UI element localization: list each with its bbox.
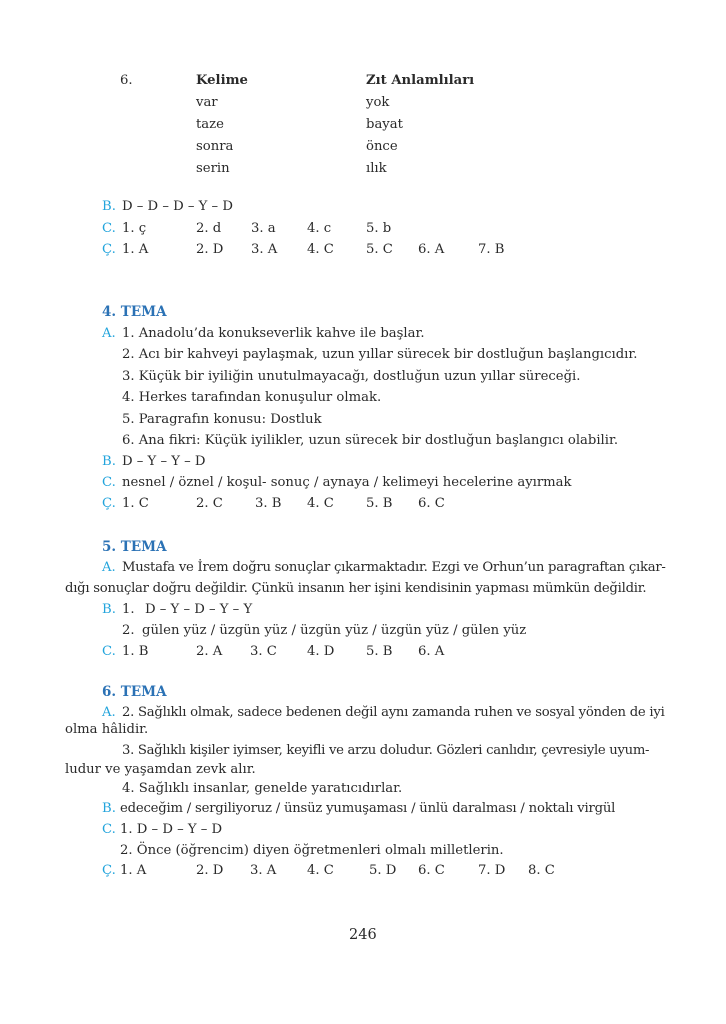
answer-item xyxy=(0,842,726,860)
answer: 1. B xyxy=(122,644,149,659)
table-row xyxy=(0,160,726,178)
answer: 6. A xyxy=(418,242,445,257)
answer: 7. B xyxy=(478,242,505,257)
answer-label: C. xyxy=(102,644,116,659)
answer-text: gülen yüz / üzgün yüz / üzgün yüz / üzgün yüz / gülen yüz xyxy=(142,623,527,638)
word-cell: taze xyxy=(196,117,224,132)
answer-item xyxy=(0,432,726,450)
answer-text: 2. Sağlıklı olmak, sadece bedenen değil aynı zamanda ruhen ve sosyal yönden de iyi xyxy=(122,705,665,720)
antonym-cell: bayat xyxy=(366,117,403,132)
answer-item xyxy=(0,742,726,760)
answer-item xyxy=(0,346,726,364)
table-row xyxy=(0,94,726,112)
answer-row-b xyxy=(0,800,726,818)
answer: 4. C xyxy=(307,863,334,878)
answer-row-cc xyxy=(0,241,726,259)
word-cell: var xyxy=(196,95,218,110)
answer: 1. ç xyxy=(122,221,147,236)
answer-item xyxy=(0,622,726,640)
footer xyxy=(0,926,726,944)
answer: 2. d xyxy=(196,221,222,236)
answer: 3. a xyxy=(251,221,276,236)
answer: 4. C xyxy=(307,496,334,511)
answer-row-c xyxy=(0,220,726,238)
answer: 8. C xyxy=(528,863,555,878)
antonym-cell: ılık xyxy=(366,161,387,176)
answer-label: A. xyxy=(102,326,116,341)
answer-text: 1. Anadolu’da konukseverlik kahve ile başlar. xyxy=(122,326,425,341)
answer: 3. A xyxy=(251,242,278,257)
table-header-row xyxy=(0,72,726,90)
answer-item xyxy=(0,368,726,386)
answer-text: 2. Acı bir kahveyi paylaşmak, uzun yıllar sürecek bir dostluğun başlangıcıdır. xyxy=(122,347,638,362)
answer-continuation xyxy=(0,761,726,779)
answer-label: B. xyxy=(102,801,116,816)
section-heading: 5. TEMA xyxy=(102,539,167,555)
answer-continuation xyxy=(0,721,726,739)
column-header-antonym: Zıt Anlamlıları xyxy=(366,73,475,88)
answer-text: dığı sonuçlar doğru değildir. Çünkü insanın her işini kendisinin yapması mümkün değildir. xyxy=(65,581,647,596)
answer-label: Ç. xyxy=(102,863,116,878)
answer: 2. A xyxy=(196,644,223,659)
answer-row-a xyxy=(0,325,726,343)
answer: 1. C xyxy=(122,496,149,511)
question-number: 6. xyxy=(120,73,133,88)
table-row xyxy=(0,116,726,134)
answer-text: 3. Sağlıklı kişiler iyimser, keyifli ve arzu doludur. Gözleri canlıdır, çevresiyle uyum- xyxy=(122,743,650,758)
answer: 6. C xyxy=(418,496,445,511)
item-number: 2. xyxy=(122,623,135,638)
answer-text: D – D – D – Y – D xyxy=(122,199,233,214)
answer: 5. D xyxy=(369,863,397,878)
answer: 3. A xyxy=(250,863,277,878)
answer-text: 4. Herkes tarafından konuşulur olmak. xyxy=(122,390,382,405)
answer: 1. A xyxy=(122,242,149,257)
answer-row-cc xyxy=(0,862,726,880)
answer: 3. B xyxy=(255,496,282,511)
column-header-word: Kelime xyxy=(196,73,248,88)
answer: 2. D xyxy=(196,863,224,878)
answer-row-c xyxy=(0,821,726,839)
answer-label: Ç. xyxy=(102,496,116,511)
answer-label: A. xyxy=(102,560,116,575)
antonym-cell: önce xyxy=(366,139,398,154)
answer-row-b xyxy=(0,601,726,619)
answer-row-b xyxy=(0,453,726,471)
answer-label: B. xyxy=(102,602,116,617)
answer-item xyxy=(0,780,726,798)
answer-item xyxy=(0,389,726,407)
answer-label: C. xyxy=(102,221,116,236)
answer-row-a xyxy=(0,559,726,577)
answer: 6. C xyxy=(418,863,445,878)
answer: 4. C xyxy=(307,242,334,257)
answer: 5. B xyxy=(366,644,393,659)
answer: 1. A xyxy=(120,863,147,878)
answer: 5. C xyxy=(366,242,393,257)
answer-continuation xyxy=(0,580,726,598)
answer-text: 6. Ana fikri: Küçük iyilikler, uzun sürecek bir dostluğun başlangıcı olabilir. xyxy=(122,433,619,448)
answer-label: B. xyxy=(102,454,116,469)
answer: 6. A xyxy=(418,644,445,659)
answer: 3. C xyxy=(250,644,277,659)
table-row xyxy=(0,138,726,156)
section-heading: 6. TEMA xyxy=(102,684,167,700)
answer-row-b xyxy=(0,198,726,216)
answer-item xyxy=(0,411,726,429)
answer: 7. D xyxy=(478,863,506,878)
answer-text: ludur ve yaşamdan zevk alır. xyxy=(65,762,256,777)
answer-text: nesnel / öznel / koşul- sonuç / aynaya / kelimeyi hecelerine ayırmak xyxy=(122,475,572,490)
answer-label: C. xyxy=(102,475,116,490)
answer-text: 4. Sağlıklı insanlar, genelde yaratıcıdırlar. xyxy=(122,781,403,796)
word-cell: sonra xyxy=(196,139,234,154)
answer-text: 3. Küçük bir iyiliğin unutulmayacağı, dostluğun uzun yıllar süreceği. xyxy=(122,369,581,384)
page-number: 246 xyxy=(349,927,377,943)
antonym-cell: yok xyxy=(366,95,390,110)
answer: 2. D xyxy=(196,242,224,257)
answer-row-c xyxy=(0,474,726,492)
tema-5-heading-row xyxy=(0,538,726,556)
answer-label: Ç. xyxy=(102,242,116,257)
word-cell: serin xyxy=(196,161,230,176)
answer-text: edeceğim / sergiliyoruz / ünsüz yumuşaması / ünlü daralması / noktalı virgül xyxy=(120,801,616,816)
tema-4-heading-row xyxy=(0,303,726,321)
answer-label: B. xyxy=(102,199,116,214)
answer-text: D – Y – Y – D xyxy=(122,454,206,469)
answer: 5. b xyxy=(366,221,392,236)
answer-label: C. xyxy=(102,822,116,837)
answer-row-a xyxy=(0,704,726,722)
answer-row-c xyxy=(0,643,726,661)
section-heading: 4. TEMA xyxy=(102,304,167,320)
answer: 5. B xyxy=(366,496,393,511)
answer-label: A. xyxy=(102,705,116,720)
item-number: 1. xyxy=(122,602,135,617)
answer-row-cc xyxy=(0,495,726,513)
answer-text: 2. Önce (öğrencim) diyen öğretmenleri olmalı milletlerin. xyxy=(120,843,504,858)
answer-text: 1. D – D – Y – D xyxy=(120,822,223,837)
answer: 4. D xyxy=(307,644,335,659)
tema-6-heading-row xyxy=(0,683,726,701)
answer-text: olma hâlidir. xyxy=(65,722,149,737)
answer: 2. C xyxy=(196,496,223,511)
answer-text: 5. Paragrafın konusu: Dostluk xyxy=(122,412,322,427)
answer-text: Mustafa ve İrem doğru sonuçlar çıkarmaktadır. Ezgi ve Orhun’un paragraftan çıkar- xyxy=(122,560,666,575)
answer: 4. c xyxy=(307,221,332,236)
answer-text: D – Y – D – Y – Y xyxy=(145,602,253,617)
